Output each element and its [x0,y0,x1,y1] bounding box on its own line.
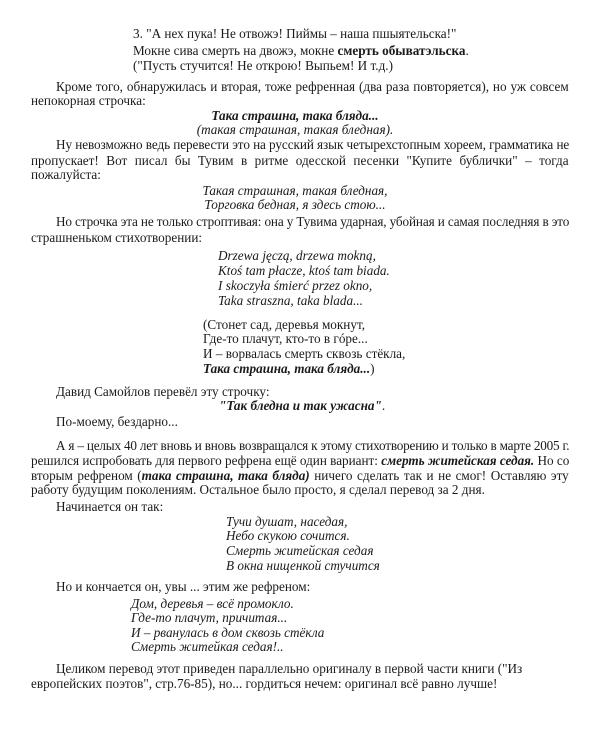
paragraph-line: работу будущим поколениям. Остальное было просто, я сделал перевод за 2 дня. [31,482,485,497]
text: ничего сделать так и не смог! Оставляю эту [309,468,569,483]
translation-line: Где-то плачут, причитая... [131,610,288,625]
quote-line: 3. "А нех пука! Не отвожэ! Пиймы – наша пшыятельска!" [133,26,457,41]
translation-line: В окна нищенкой стучится [226,558,380,573]
polish-poem-line: Ktoś tam płacze, ktoś tam biada. [218,263,390,278]
paragraph-line: пожалуйста: [31,167,101,182]
song-line: Такая страшная, такая бледная, [202,183,388,198]
paragraph-line: А я – целых 40 лет вновь и вновь возвращался к этому стихотворению и только в марте 2005 г. [56,438,570,453]
translation-line: Смерть житейская седая [226,543,374,558]
paragraph-line: Давид Самойлов перевёл эту строчку: [56,384,270,399]
refrain-translation: (такая страшная, такая бледная). [196,122,394,137]
text: ) [370,361,375,376]
paragraph-line: Но строчка эта не только строптивая: она у Тувима ударная, убойная и самая последняя в это [56,214,570,229]
paragraph-line [31,469,569,483]
text: Мокне сива смерть на двожэ, мокне [133,43,338,58]
paragraph-line: По-моему, бездарно... [56,414,178,429]
text: . [381,398,386,413]
text: . [465,43,469,58]
russian-poem-line [203,362,375,376]
paragraph-line: страшненьком стихотворении: [31,230,203,245]
translation-line: И – рванулась в дом сквозь стёкла [131,625,325,640]
translation-line: Тучи душат, наседая, [226,514,348,529]
samoylov-quote [219,399,385,413]
quote-line: ("Пусть стучится! Не открою! Выпьем! И т.д.) [133,58,393,73]
russian-poem-line: И – ворвалась смерть сквозь стёкла, [203,346,406,361]
polish-poem-line: Taka straszna, taka blada... [218,293,363,308]
paragraph-line: Целиком перевод этот приведен параллельно оригиналу в первой части книги ("Из [56,661,523,676]
paragraph-line: Начинается он так: [56,499,164,514]
polish-poem-line: Drzewa jęczą, drzewa mokną, [218,248,376,263]
text: решился испробовать для первого рефрена ещё один вариант: [31,453,382,468]
song-line: Торговка бедная, я здесь стою... [204,197,386,212]
translation-line: Небо скукою сочится. [226,528,350,543]
bold-text: смерть обыватэльска [337,43,466,58]
bold-italic-text: смерть житейская седая. [381,453,535,468]
bold-italic-text: така страшна, така бляда) [141,468,310,483]
text: вторым рефреном ( [31,468,142,483]
paragraph-line: Кроме того, обнаружилась и вторая, тоже рефренная (два раза повторяется), но уж совсем [56,79,569,94]
quote-line [133,44,469,58]
russian-poem-line: (Стонет сад, деревья мокнут, [203,317,366,332]
russian-poem-line: Где-то плачут, кто-то в гóре... [203,331,368,346]
paragraph-line: европейских поэтов", стр.76-85), но... гордиться нечем: оригинал всё равно лучше! [31,676,498,691]
paragraph-line: пропускает! Вот писал бы Тувим в ритме одесской песенки "Купите бублички" – тогда [31,153,569,168]
paragraph-line [31,454,569,468]
paragraph-line: непокорная строчка: [31,93,146,108]
translation-line: Смерть житейкая седая!.. [131,639,284,654]
refrain-polish: Така страшна, така бляда... [211,108,379,123]
translation-line: Дом, деревья – всё промокло. [131,596,294,611]
polish-poem-line: I skoczyła śmierć przez okno, [218,278,373,293]
paragraph-line: Ну невозможно ведь перевести это на русский язык четырехстопным хореем, грамматика не [56,137,570,152]
bold-italic-text: Така страшна, така бляда... [203,361,371,376]
bold-italic-text: "Так бледна и так ужасна" [219,398,382,413]
paragraph-line: Но и кончается он, увы ... этим же рефреном: [56,579,311,594]
text: Но со [534,453,570,468]
